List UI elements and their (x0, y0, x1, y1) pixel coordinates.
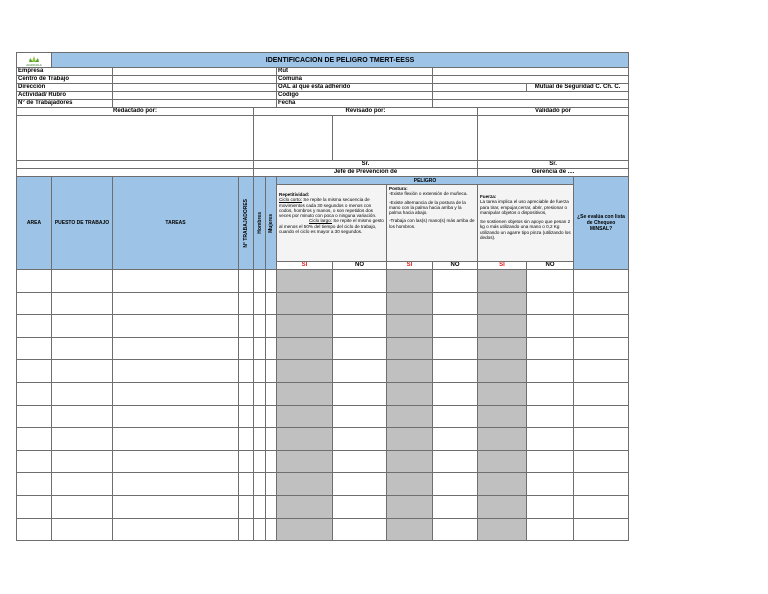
cell-mujeres[interactable] (266, 337, 277, 360)
cell-puesto[interactable] (52, 270, 113, 293)
cell-fuerza-no[interactable] (527, 382, 574, 405)
repet-long-label: Ciclo largo: (309, 218, 332, 224)
label-direccion: Dirección (17, 84, 113, 92)
cell-tareas[interactable] (113, 473, 239, 496)
cell-postura-no[interactable] (433, 495, 478, 518)
cell-repet-no[interactable] (333, 518, 387, 541)
cell-repet-no[interactable] (333, 495, 387, 518)
cell-puesto[interactable] (52, 473, 113, 496)
cell-area[interactable] (17, 270, 52, 293)
cell-n-trab[interactable] (239, 518, 254, 541)
cell-repet-si[interactable] (277, 382, 333, 405)
cell-hombres[interactable] (254, 337, 266, 360)
cell-hombres[interactable] (254, 495, 266, 518)
cell-postura-no[interactable] (433, 450, 478, 473)
cell-mujeres[interactable] (266, 405, 277, 428)
cell-area[interactable] (17, 360, 52, 383)
cell-fuerza-no[interactable] (527, 450, 574, 473)
cell-fuerza-no[interactable] (527, 405, 574, 428)
cell-fuerza-no[interactable] (527, 270, 574, 293)
table-row (17, 518, 629, 541)
label-mutual: Mutual de Seguridad C. Ch. C. (527, 84, 629, 92)
cell-postura-no[interactable] (433, 473, 478, 496)
cell-puesto[interactable] (52, 495, 113, 518)
header-tareas: TAREAS (113, 177, 239, 270)
cell-repet-si[interactable] (277, 450, 333, 473)
header-mujeres: Mujeres (268, 213, 274, 233)
cell-postura-si[interactable] (387, 518, 433, 541)
cell-fuerza-no[interactable] (527, 428, 574, 451)
cell-area[interactable] (17, 292, 52, 315)
answer-no-repetitividad: NO (333, 262, 387, 270)
company-logo (17, 53, 52, 68)
cell-repet-no[interactable] (333, 292, 387, 315)
cell-checklist[interactable] (574, 315, 629, 338)
cell-mujeres[interactable] (266, 518, 277, 541)
form-table (16, 52, 629, 541)
cell-area[interactable] (17, 405, 52, 428)
label-rut: Rut (277, 68, 433, 76)
cell-repet-no[interactable] (333, 405, 387, 428)
cell-hombres[interactable] (254, 518, 266, 541)
signature-revisado-2[interactable] (333, 116, 478, 161)
cell-hombres[interactable] (254, 315, 266, 338)
label-oal: OAL al que esta adherido (277, 84, 433, 92)
cell-checklist[interactable] (574, 473, 629, 496)
cell-n-trab[interactable] (239, 450, 254, 473)
cell-mujeres[interactable] (266, 473, 277, 496)
cell-fuerza-si[interactable] (478, 428, 527, 451)
table-row (17, 428, 629, 451)
cell-hombres[interactable] (254, 428, 266, 451)
cell-repet-no[interactable] (333, 450, 387, 473)
cell-postura-no[interactable] (433, 405, 478, 428)
cell-puesto[interactable] (52, 337, 113, 360)
cell-checklist[interactable] (574, 428, 629, 451)
cell-hombres[interactable] (254, 450, 266, 473)
cell-postura-si[interactable] (387, 315, 433, 338)
answer-si-fuerza: SI (478, 262, 527, 270)
cell-mujeres[interactable] (266, 495, 277, 518)
cell-repet-si[interactable] (277, 292, 333, 315)
cell-repet-si[interactable] (277, 518, 333, 541)
table-row (17, 382, 629, 405)
cell-fuerza-si[interactable] (478, 270, 527, 293)
hazard-fuerza (478, 185, 574, 262)
cell-n-trab[interactable] (239, 473, 254, 496)
cell-postura-no[interactable] (433, 382, 478, 405)
signer-redactado (17, 161, 254, 169)
hazard-identification-sheet (16, 52, 628, 541)
label-codigo: Codigo (277, 92, 433, 100)
cell-mujeres[interactable] (266, 270, 277, 293)
table-row (17, 360, 629, 383)
document-title: IDENTIFICACION DE PELIGRO TMERT-EESS (52, 53, 629, 68)
cell-postura-no[interactable] (433, 292, 478, 315)
cell-n-trab[interactable] (239, 292, 254, 315)
cell-mujeres[interactable] (266, 450, 277, 473)
table-row (17, 405, 629, 428)
field-oal[interactable] (433, 84, 527, 92)
signer-role-redactado (17, 169, 254, 177)
cell-postura-si[interactable] (387, 292, 433, 315)
signature-revisado-1[interactable] (254, 116, 333, 161)
cell-puesto[interactable] (52, 450, 113, 473)
cell-mujeres[interactable] (266, 360, 277, 383)
signer-sr-1: Sr. (254, 161, 478, 169)
cell-area[interactable] (17, 518, 52, 541)
cell-repet-si[interactable] (277, 315, 333, 338)
field-rut[interactable] (433, 68, 629, 76)
signer-sr-2: Sr. (478, 161, 629, 169)
label-validado: Validado por (478, 108, 629, 116)
cell-area[interactable] (17, 450, 52, 473)
cell-fuerza-si[interactable] (478, 382, 527, 405)
cell-repet-si[interactable] (277, 428, 333, 451)
cell-postura-si[interactable] (387, 450, 433, 473)
field-direccion[interactable] (113, 84, 277, 92)
cell-hombres[interactable] (254, 382, 266, 405)
cell-fuerza-si[interactable] (478, 292, 527, 315)
field-actividad[interactable] (113, 92, 277, 100)
field-trabajadores[interactable] (113, 100, 277, 108)
cell-mujeres[interactable] (266, 315, 277, 338)
post-item-3: -Trabaja con las(s) mano(s) más arriba de los hombros. (389, 218, 475, 229)
cell-postura-si[interactable] (387, 405, 433, 428)
field-comuna[interactable] (433, 76, 629, 84)
cell-postura-si[interactable] (387, 428, 433, 451)
header-n-trabajadores: N° TRABAJADORES (243, 198, 249, 248)
cell-tareas[interactable] (113, 382, 239, 405)
cell-fuerza-si[interactable] (478, 360, 527, 383)
cell-repet-no[interactable] (333, 315, 387, 338)
cell-tareas[interactable] (113, 495, 239, 518)
cell-repet-no[interactable] (333, 360, 387, 383)
cell-postura-si[interactable] (387, 495, 433, 518)
header-area: AREA (17, 177, 52, 270)
cell-postura-si[interactable] (387, 360, 433, 383)
table-row (17, 473, 629, 496)
cell-n-trab[interactable] (239, 360, 254, 383)
label-trabajadores: N° de Trabajadores (17, 100, 113, 108)
cell-repet-si[interactable] (277, 495, 333, 518)
header-checklist: ¿Se evalúa con lista de Chequeo MINSAL? (574, 177, 629, 270)
cell-puesto[interactable] (52, 405, 113, 428)
cell-repet-no[interactable] (333, 337, 387, 360)
cell-repet-no[interactable] (333, 382, 387, 405)
cell-postura-si[interactable] (387, 337, 433, 360)
cell-fuerza-si[interactable] (478, 315, 527, 338)
role-jefe-prevencion: Jefe de Prevencion de (254, 169, 478, 177)
cell-postura-si[interactable] (387, 270, 433, 293)
table-row (17, 315, 629, 338)
cell-tareas[interactable] (113, 337, 239, 360)
cell-mujeres[interactable] (266, 382, 277, 405)
table-row (17, 270, 629, 293)
cell-repet-no[interactable] (333, 428, 387, 451)
cell-repet-si[interactable] (277, 337, 333, 360)
cell-n-trab[interactable] (239, 270, 254, 293)
logo-text: AGRICOLA (26, 62, 42, 67)
repet-short-label: Ciclo corto: (279, 197, 302, 203)
cell-checklist[interactable] (574, 450, 629, 473)
cell-postura-si[interactable] (387, 473, 433, 496)
cell-puesto[interactable] (52, 428, 113, 451)
answer-no-postura: NO (433, 262, 478, 270)
table-row (17, 450, 629, 473)
cell-puesto[interactable] (52, 360, 113, 383)
cell-tareas[interactable] (113, 428, 239, 451)
cell-hombres[interactable] (254, 270, 266, 293)
header-peligro: PELIGRO (277, 177, 574, 185)
cell-postura-si[interactable] (387, 382, 433, 405)
answer-no-fuerza: NO (527, 262, 574, 270)
hazard-postura (387, 185, 478, 262)
field-codigo[interactable] (433, 92, 629, 100)
fuerza-title: Fuerza: (480, 194, 497, 199)
cell-n-trab[interactable] (239, 315, 254, 338)
label-actividad: Actividad/ Rubro (17, 92, 113, 100)
post-item-1: -Existe flexión o extensión de muñeca. (389, 191, 468, 197)
table-row (17, 337, 629, 360)
cell-postura-no[interactable] (433, 518, 478, 541)
cell-repet-si[interactable] (277, 473, 333, 496)
cell-repet-si[interactable] (277, 270, 333, 293)
field-centro[interactable] (113, 76, 277, 84)
hazard-repetitividad (277, 185, 387, 262)
cell-tareas[interactable] (113, 360, 239, 383)
cell-puesto[interactable] (52, 518, 113, 541)
cell-checklist[interactable] (574, 337, 629, 360)
cell-n-trab[interactable] (239, 382, 254, 405)
cell-fuerza-si[interactable] (478, 518, 527, 541)
cell-fuerza-no[interactable] (527, 315, 574, 338)
cell-postura-no[interactable] (433, 315, 478, 338)
cell-mujeres[interactable] (266, 292, 277, 315)
cell-postura-no[interactable] (433, 270, 478, 293)
cell-tareas[interactable] (113, 315, 239, 338)
cell-puesto[interactable] (52, 315, 113, 338)
cell-repet-si[interactable] (277, 405, 333, 428)
cell-fuerza-si[interactable] (478, 337, 527, 360)
post-item-2: -Existe alternancia de la postura de la mano con la palma hacia arriba y la palma hacia abajo. (389, 199, 466, 216)
cell-checklist[interactable] (574, 360, 629, 383)
cell-repet-no[interactable] (333, 270, 387, 293)
cell-checklist[interactable] (574, 292, 629, 315)
cell-hombres[interactable] (254, 360, 266, 383)
cell-tareas[interactable] (113, 292, 239, 315)
repet-title: Repetitividad: (279, 192, 310, 197)
cell-area[interactable] (17, 473, 52, 496)
cell-n-trab[interactable] (239, 495, 254, 518)
header-hombres: Hombres (256, 212, 263, 234)
cell-n-trab[interactable] (239, 428, 254, 451)
cell-area[interactable] (17, 382, 52, 405)
cell-hombres[interactable] (254, 292, 266, 315)
cell-fuerza-no[interactable] (527, 360, 574, 383)
cell-area[interactable] (17, 495, 52, 518)
cell-fuerza-no[interactable] (527, 292, 574, 315)
signature-redactado[interactable] (17, 116, 254, 161)
cell-repet-no[interactable] (333, 473, 387, 496)
cell-hombres[interactable] (254, 473, 266, 496)
cell-postura-no[interactable] (433, 360, 478, 383)
cell-mujeres[interactable] (266, 428, 277, 451)
cell-n-trab[interactable] (239, 405, 254, 428)
cell-tareas[interactable] (113, 450, 239, 473)
field-empresa[interactable] (113, 68, 277, 76)
label-revisado: Revisado por: (254, 108, 478, 116)
label-fecha: Fecha (277, 100, 433, 108)
cell-fuerza-si[interactable] (478, 495, 527, 518)
post-title: Postura: (389, 186, 408, 191)
answer-si-postura: SI (387, 262, 433, 270)
fuerza-item-1: La tarea implica el uso apreciable de fuerza para tirar, empujar,cerrar, abrir, presionar o manipular objetos o dispositivos, (480, 199, 569, 215)
signature-validado[interactable] (478, 116, 629, 161)
header-puesto: PUESTO DE TRABAJO (52, 177, 113, 270)
cell-puesto[interactable] (52, 292, 113, 315)
cell-fuerza-si[interactable] (478, 473, 527, 496)
cell-tareas[interactable] (113, 270, 239, 293)
cell-fuerza-si[interactable] (478, 450, 527, 473)
cell-checklist[interactable] (574, 270, 629, 293)
cell-postura-no[interactable] (433, 337, 478, 360)
data-rows (17, 270, 629, 541)
field-fecha[interactable] (433, 100, 629, 108)
repet-short-text: Se repite la misma secuencia de movimientos cada 30 segundos o menos con codos, hombros y manos, o son repetidos dos veces por minuto con poca o ninguna variación. (279, 197, 377, 219)
cell-checklist[interactable] (574, 495, 629, 518)
cell-fuerza-no[interactable] (527, 518, 574, 541)
cell-tareas[interactable] (113, 518, 239, 541)
cell-checklist[interactable] (574, 382, 629, 405)
cell-postura-no[interactable] (433, 428, 478, 451)
cell-fuerza-no[interactable] (527, 495, 574, 518)
label-comuna: Comuna (277, 76, 433, 84)
cell-n-trab[interactable] (239, 337, 254, 360)
cell-fuerza-no[interactable] (527, 337, 574, 360)
role-gerencia: Gerencia de .... (478, 169, 629, 177)
cell-fuerza-no[interactable] (527, 473, 574, 496)
label-redactado: Redactado por: (17, 108, 254, 116)
fuerza-item-2: Se sostienen objetos sin apoyo que pesan 2 kg o más utilizando una mano o 0,2 Kg utilizando un agarre tipo pinza (utilizando los dedos). (480, 219, 571, 241)
cell-repet-si[interactable] (277, 360, 333, 383)
cell-area[interactable] (17, 337, 52, 360)
cell-checklist[interactable] (574, 405, 629, 428)
cell-checklist[interactable] (574, 518, 629, 541)
answer-si-repetitividad: SI (277, 262, 333, 270)
repet-long-text: Se repite el mismo gesto al menos el 50% del tiempo del ciclo de trabajo, cuando el ciclo es mayor a 30 segundos. (279, 218, 384, 235)
label-centro: Centro de Trabajo (17, 76, 113, 84)
cell-area[interactable] (17, 315, 52, 338)
cell-hombres[interactable] (254, 405, 266, 428)
table-row (17, 292, 629, 315)
cell-area[interactable] (17, 428, 52, 451)
table-row (17, 495, 629, 518)
cell-fuerza-si[interactable] (478, 405, 527, 428)
label-empresa: Empresa (17, 68, 113, 76)
cell-tareas[interactable] (113, 405, 239, 428)
cell-puesto[interactable] (52, 382, 113, 405)
